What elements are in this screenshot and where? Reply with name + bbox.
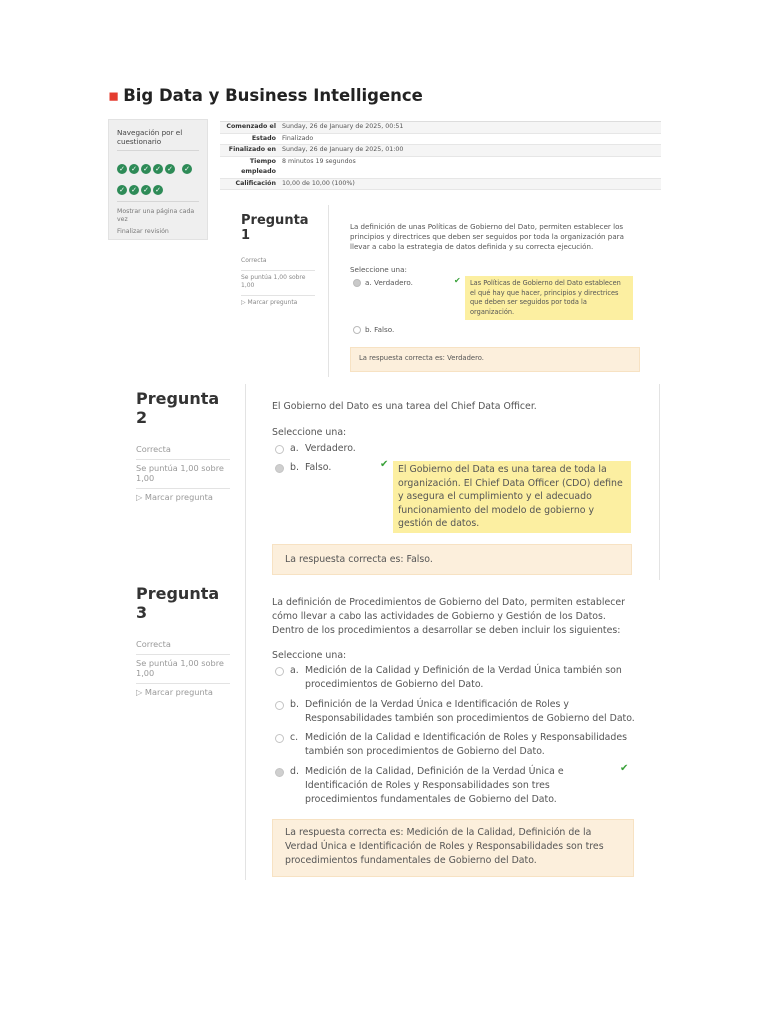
- option-d[interactable]: [275, 765, 620, 807]
- navigation-title: Navegación por el cuestionario: [117, 128, 199, 151]
- page-title-text: Big Data y Business Intelligence: [123, 86, 423, 105]
- attempt-summary-table: [220, 121, 661, 190]
- question-2-title: Pregunta 2: [136, 389, 220, 427]
- question-button-6[interactable]: ✓: [182, 164, 192, 174]
- option-a[interactable]: [275, 664, 637, 692]
- option-letter: c.: [290, 732, 299, 743]
- flag-question-label: Marcar pregunta: [144, 492, 213, 502]
- option-c[interactable]: [275, 731, 637, 759]
- option-text: Falso.: [374, 325, 395, 334]
- radio-unselected[interactable]: [275, 701, 284, 710]
- question-button-1[interactable]: ✓: [117, 164, 127, 174]
- flag-question-link[interactable]: [136, 687, 230, 697]
- finish-review-link[interactable]: Finalizar revisión: [117, 228, 169, 235]
- option-text: Verdadero.: [305, 443, 356, 454]
- question-1-text: La definición de unas Políticas de Gobierno del Dato, permiten establecer los principios y directrices que deben ser seguidos por toda la organización para llevar a cabo la estrategia de datos definida y su correcta ejecución.: [350, 222, 624, 251]
- radio-unselected[interactable]: [275, 667, 284, 676]
- question-button-2[interactable]: ✓: [129, 164, 139, 174]
- question-1-correct-answer: La respuesta correcta es: Verdadero.: [350, 347, 640, 372]
- option-letter: a.: [290, 665, 299, 676]
- question-button-7[interactable]: ✓: [117, 185, 127, 195]
- question-status: Correcta: [136, 444, 171, 454]
- radio-unselected[interactable]: [275, 445, 284, 454]
- option-a[interactable]: [353, 278, 413, 288]
- question-3-correct-answer: La respuesta correcta es: Medición de la Calidad, Definición de la Verdad Única e Identificación de Roles y Responsabilidades son tres procedimientos fundamentales de Gobierno del Dato.: [272, 819, 634, 877]
- question-3-text: La definición de Procedimientos de Gobierno del Dato, permiten establecer cómo llevar a cabo las actividades de Gobierno y Gestión de los Datos. Dentro de los procedimientos a desarrollar se deben incluir los siguientes:: [272, 597, 625, 636]
- question-button-3[interactable]: ✓: [141, 164, 151, 174]
- divider: [659, 384, 660, 580]
- flag-question-label: Marcar pregunta: [247, 299, 298, 306]
- question-score: Se puntúa 1,00 sobre 1,00: [136, 658, 224, 678]
- divider: [245, 580, 246, 880]
- question-button-4[interactable]: ✓: [153, 164, 163, 174]
- flag-icon: ▷: [136, 492, 145, 502]
- question-score: Se puntúa 1,00 sobre 1,00: [136, 463, 224, 483]
- summary-row: [220, 145, 661, 157]
- option-letter: a.: [290, 443, 299, 454]
- question-status: Correcta: [136, 639, 171, 649]
- summary-label: Estado: [251, 134, 276, 142]
- summary-label: Tiempo empleado: [241, 157, 276, 175]
- option-text: Medición de la Calidad, Definición de la Verdad Única e Identificación de Roles y Responsabilidades son tres procedimientos fundamentales de Gobierno del Dato.: [305, 766, 564, 805]
- select-one-label: Seleccione una:: [272, 427, 347, 438]
- summary-row: [220, 122, 661, 134]
- question-buttons: [117, 156, 197, 198]
- question-button-8[interactable]: ✓: [129, 185, 139, 195]
- question-1-info: [241, 213, 315, 307]
- correct-check-icon: ✔: [620, 763, 629, 774]
- flag-question-link[interactable]: [241, 299, 315, 307]
- quiz-navigation-panel: [108, 119, 208, 240]
- question-status: Correcta: [241, 257, 267, 264]
- bullet-icon: ▪: [108, 86, 120, 105]
- page-title: [108, 86, 423, 105]
- summary-value: 8 minutos 19 segundos: [282, 157, 356, 165]
- question-2-text: El Gobierno del Dato es una tarea del Chief Data Officer.: [272, 401, 537, 412]
- question-2-feedback: El Gobierno del Data es una tarea de toda la organización. El Chief Data Officer (CDO) define y asegura el cumplimiento y el adecuado funcionamiento del modelo de gobierno y gestión de datos.: [393, 461, 631, 533]
- question-button-10[interactable]: ✓: [153, 185, 163, 195]
- radio-selected[interactable]: [353, 279, 361, 287]
- radio-selected[interactable]: [275, 768, 284, 777]
- summary-value: Sunday, 26 de January de 2025, 01:00: [282, 146, 404, 153]
- option-letter: d.: [290, 766, 299, 777]
- summary-label: Calificación: [235, 179, 276, 187]
- select-one-label: Seleccione una:: [350, 265, 407, 274]
- correct-check-icon: ✔: [454, 276, 461, 285]
- summary-label: Finalizado en: [228, 146, 276, 153]
- question-1-title: Pregunta 1: [241, 213, 309, 243]
- radio-selected[interactable]: [275, 464, 284, 473]
- question-1-feedback: Las Políticas de Gobierno del Dato establecen el qué hay que hacer, principios y directrices que deben ser seguidos por toda la organización.: [465, 276, 633, 320]
- option-letter: a.: [365, 278, 372, 287]
- divider: [245, 384, 246, 580]
- radio-unselected[interactable]: [353, 326, 361, 334]
- show-one-page-link[interactable]: Mostrar una página cada vez: [117, 201, 199, 224]
- question-score: Se puntúa 1,00 sobre 1,00: [241, 274, 306, 289]
- flag-icon: ▷: [241, 299, 248, 306]
- option-a[interactable]: [275, 442, 356, 456]
- select-one-label: Seleccione una:: [272, 650, 347, 661]
- flag-question-label: Marcar pregunta: [144, 687, 213, 697]
- flag-icon: ▷: [136, 687, 145, 697]
- correct-check-icon: ✔: [380, 459, 389, 470]
- question-3-info: [136, 584, 230, 697]
- summary-row: [220, 157, 661, 179]
- question-button-9[interactable]: ✓: [141, 185, 151, 195]
- divider: [328, 205, 329, 377]
- question-2-correct-answer: La respuesta correcta es: Falso.: [272, 544, 632, 575]
- option-b[interactable]: [275, 461, 331, 475]
- summary-value: 10,00 de 10,00 (100%): [282, 179, 355, 187]
- summary-label: Comenzado el: [226, 123, 276, 130]
- option-text: Definición de la Verdad Única e Identificación de Roles y Responsabilidades también son procedimientos de Gobierno del Dato.: [305, 699, 635, 724]
- option-b[interactable]: [353, 325, 394, 335]
- option-b[interactable]: [275, 698, 637, 726]
- option-text: Verdadero.: [374, 278, 413, 287]
- summary-value: Sunday, 26 de January de 2025, 00:51: [282, 123, 404, 130]
- option-text: Medición de la Calidad e Identificación de Roles y Responsabilidades también son procedimientos de Gobierno del Dato.: [305, 732, 628, 757]
- option-text: Medición de la Calidad y Definición de la Verdad Única también son procedimientos de Gobierno del Dato.: [305, 665, 622, 690]
- question-2-info: [136, 389, 230, 502]
- option-text: Falso.: [305, 462, 332, 473]
- flag-question-link[interactable]: [136, 492, 230, 502]
- summary-row: [220, 134, 661, 146]
- option-letter: b.: [290, 462, 299, 473]
- question-button-5[interactable]: ✓: [165, 164, 175, 174]
- option-letter: b.: [365, 325, 372, 334]
- summary-value: Finalizado: [282, 134, 314, 142]
- option-letter: b.: [290, 699, 299, 710]
- summary-row: [220, 179, 661, 191]
- radio-unselected[interactable]: [275, 734, 284, 743]
- question-3-title: Pregunta 3: [136, 584, 220, 622]
